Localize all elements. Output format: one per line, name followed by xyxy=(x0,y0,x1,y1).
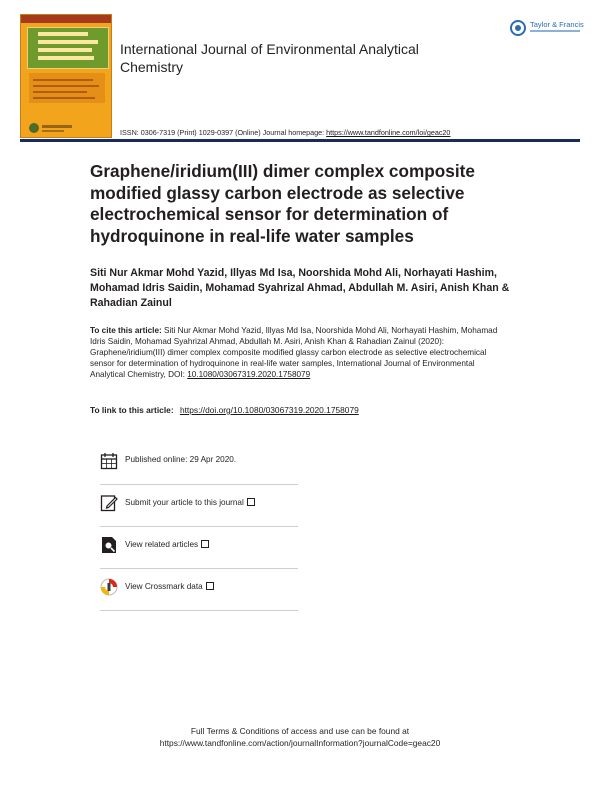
publisher-name: Taylor & Francis xyxy=(530,20,584,29)
taylor-francis-logo[interactable] xyxy=(510,18,588,40)
divider xyxy=(100,484,298,485)
article-doi-link[interactable]: https://doi.org/10.1080/03067319.2020.1758079 xyxy=(179,405,359,415)
calendar-icon xyxy=(100,452,118,470)
citation-doi-link[interactable]: 10.1080/03067319.2020.1758079 xyxy=(187,370,311,380)
link-label: To link to this article: xyxy=(90,405,174,415)
journal-homepage-link[interactable]: https://www.tandfonline.com/loi/geac20 xyxy=(326,128,451,137)
issn-text: ISSN: 0306-7319 (Print) 1029-0397 (Online) Journal homepage: xyxy=(120,128,325,137)
external-link-icon xyxy=(206,582,214,590)
external-link-icon xyxy=(247,498,255,506)
article-title: Graphene/iridium(III) dimer complex composite modified glassy carbon electrode as selective electrochemical sensor for determination of hydroquinone in real-life water samples xyxy=(90,161,475,246)
journal-cover-image xyxy=(20,14,112,138)
published-online-item xyxy=(100,444,298,484)
divider xyxy=(100,610,298,611)
crossmark-link[interactable] xyxy=(100,570,298,610)
citation-block xyxy=(90,325,505,380)
header-divider xyxy=(20,139,580,142)
submit-article-label: Submit your article to this journal xyxy=(125,498,244,507)
crossmark-icon xyxy=(100,578,118,596)
article-link-line xyxy=(90,405,359,415)
crossmark-label: View Crossmark data xyxy=(125,582,203,591)
published-date: Published online: 29 Apr 2020. xyxy=(125,455,237,464)
related-articles-link[interactable] xyxy=(100,528,298,568)
edit-pencil-icon xyxy=(100,494,118,512)
related-articles-icon xyxy=(100,536,118,554)
external-link-icon xyxy=(201,540,209,548)
submit-article-link[interactable] xyxy=(100,486,298,526)
citation-label: To cite this article: xyxy=(90,326,162,335)
footer-terms-text: Full Terms & Conditions of access and use can be found at xyxy=(190,726,410,736)
related-articles-label: View related articles xyxy=(125,540,199,549)
footer-terms xyxy=(100,726,500,749)
divider xyxy=(100,526,298,527)
citation-text: Siti Nur Akmar Mohd Yazid, Illyas Md Isa, Noorshida Mohd Ali, Norhayati Hashim, Mohamad Idris Saidin, Mohamad Syahrizal Ahmad, Abdullah M. Asiri, Anish Khan & Rahadian Zainul (2020): Graphene/iridium(III) dimer complex composite modified glassy carbon electrode as selective electrochemical sensor for determination of hydroquinone in real-life water samples, International Journal of Environmental Analytical Chemistry, DOI: xyxy=(90,326,498,380)
issn-line xyxy=(120,128,450,137)
divider xyxy=(100,568,298,569)
journal-title: International Journal of Environmental Analytical Chemistry xyxy=(120,41,419,75)
taylor-francis-logo-icon xyxy=(510,20,526,36)
footer-terms-link[interactable]: https://www.tandfonline.com/action/journalInformation?journalCode=geac20 xyxy=(159,737,441,748)
article-authors: Siti Nur Akmar Mohd Yazid, Illyas Md Isa, Noorshida Mohd Ali, Norhayati Hashim, Mohamad Idris Saidin, Mohamad Syahrizal Ahmad, Abdullah M. Asiri, Anish Khan & Rahadian Zainul xyxy=(90,267,510,309)
